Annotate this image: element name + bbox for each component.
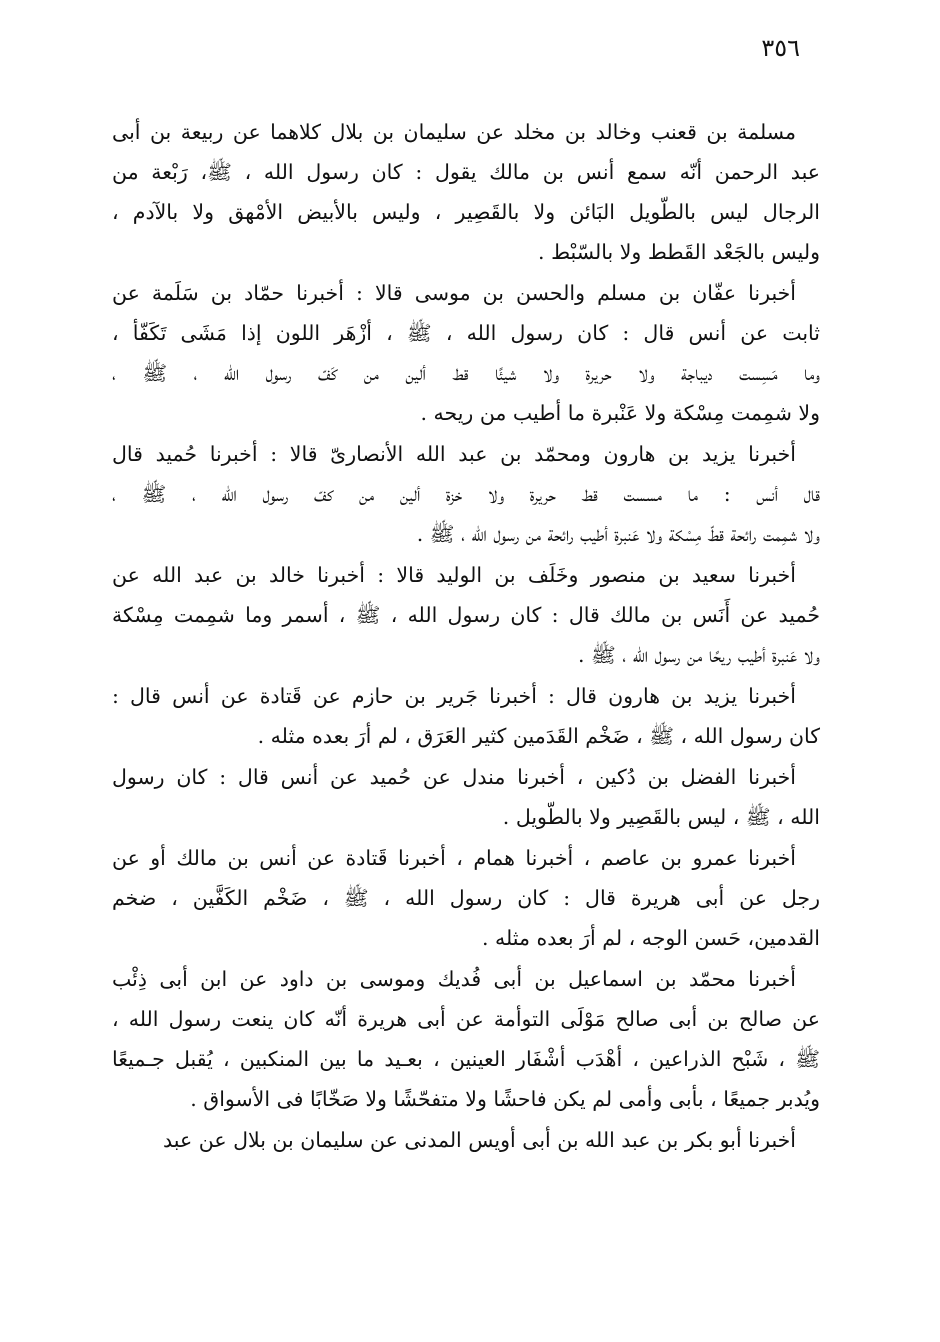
text-line: أخبرنا سعيد بن منصور وخَلَف بن الوليد قالا : أخبرنا خالد بن عبد الله عن (112, 563, 796, 587)
text-line: حُميد عن أَنَس بن مالك قال : كان رسول الله ، ﷺ ، أسمر وما شمِمت مِسْكة (112, 603, 820, 627)
paragraph (112, 112, 820, 272)
text-line: ولا شمِمت مِسْكة ولا عَنْبرة ما أطيب من ريحه . (420, 401, 820, 425)
paragraph (112, 838, 820, 958)
text-line: ولا شمِمت رائحة قطّ مِسْكة ولا عَنبرة أطيب رائحة من رسول الله ، ﷺ . (416, 522, 820, 546)
paragraph (112, 273, 820, 433)
text-line: أخبرنا عفّان بن مسلم والحسن بن موسى قالا : أخبرنا حمّاد بن سَلَمة عن (112, 281, 796, 305)
page-number: ٣٥٦ (761, 34, 800, 62)
text-line: عن صالح بن أبى صالح مَوْلَى التوأمة عن أبى هريرة أنّه كان ينعت رسول الله ، (112, 1007, 820, 1031)
paragraph (112, 757, 820, 837)
paragraph (112, 555, 820, 675)
paragraph (112, 676, 820, 756)
text-line: أخبرنا يزيد بن هارون قال : أخبرنا جَرير بن حازم عن قَتادة عن أنس قال : (112, 684, 796, 708)
text-line: عبد الرحمن أنّه سمع أنس بن مالك يقول : كان رسول الله ، ﷺ، رَبْعة من (112, 160, 820, 184)
text-line: أخبرنا أبو بكر بن عبد الله بن أبى أويس المدنى عن سليمان بن بلال عن عبد (163, 1128, 796, 1152)
paragraph (112, 959, 820, 1119)
body-text (112, 112, 820, 1161)
text-line: وما مَسِست ديباجة ولا حريرة ولا شيئًا قط ألين من كَفّ رسول الله ، ﷺ ، (112, 361, 820, 385)
text-line: أخبرنا محمّد بن اسماعيل بن أبى فُديك وموسى بن داود عن ابن أبى ذِئْب (112, 967, 796, 991)
text-line: قال أنس : ما مسست قط حريرة ولا خزة ألين من كفّ رسول الله ، ﷺ ، (112, 482, 820, 506)
text-line: رجل عن أبى هريرة قال : كان رسول الله ، ﷺ ، ضَخْم الكَفَّين ، ضخم (112, 886, 820, 910)
text-line: الله ، ﷺ ، ليس بالقَصِير ولا بالطّويل . (502, 805, 820, 829)
paragraph (112, 1120, 820, 1160)
text-line: القدمين، حَسن الوجه ، لم أرَ بعده مثله . (481, 926, 820, 950)
text-line: وليس بالجَعْد القَطط ولا بالسّبْط . (538, 240, 820, 264)
text-line: أخبرنا الفضل بن دُكين ، أخبرنا مندل عن حُميد عن أنس قال : كان رسول (112, 765, 796, 789)
text-line: ﷺ ، شَبْح الذراعين ، أهْدَب أشْفَار العينين ، بعـيد ما بين المنكبين ، يُقبل جـميعًا (112, 1047, 820, 1071)
text-line: الرجال ليس بالطّويل البَائن ولا بالقَصِير ، وليس بالأبيض الأمْهق ولا بالآدم ، (112, 200, 820, 224)
text-line: كان رسول الله ، ﷺ ، ضَخْم القَدَمين كثير العَرَق ، لم أرَ بعده مثله . (257, 724, 820, 748)
text-line: مسلمة بن قعنب وخالد بن مخلد عن سليمان بن بلال كلاهما عن ربيعة بن أبى (112, 120, 796, 144)
text-line: ولا عَنبرة أطيب ريحًا من رسول الله ، ﷺ . (577, 643, 820, 667)
text-line: أخبرنا يزيد بن هارون ومحمّد بن عبد الله الأنصارىّ قالا : أخبرنا حُميد قال (112, 442, 796, 466)
text-line: ويُدبر جميعًا ، بأبى وأمى لم يكن فاحشًا ولا متفحّشًا ولا صَخّابًا فى الأسواق . (190, 1087, 820, 1111)
text-line: أخبرنا عمرو بن عاصم ، أخبرنا همام ، أخبرنا قَتادة عن أنس بن مالك أو عن (112, 846, 796, 870)
paragraph (112, 434, 820, 554)
text-line: ثابت عن أنس قال : كان رسول الله ، ﷺ ، أزْهَر اللون إذا مَشَى تَكَفّأ ، (112, 321, 820, 345)
